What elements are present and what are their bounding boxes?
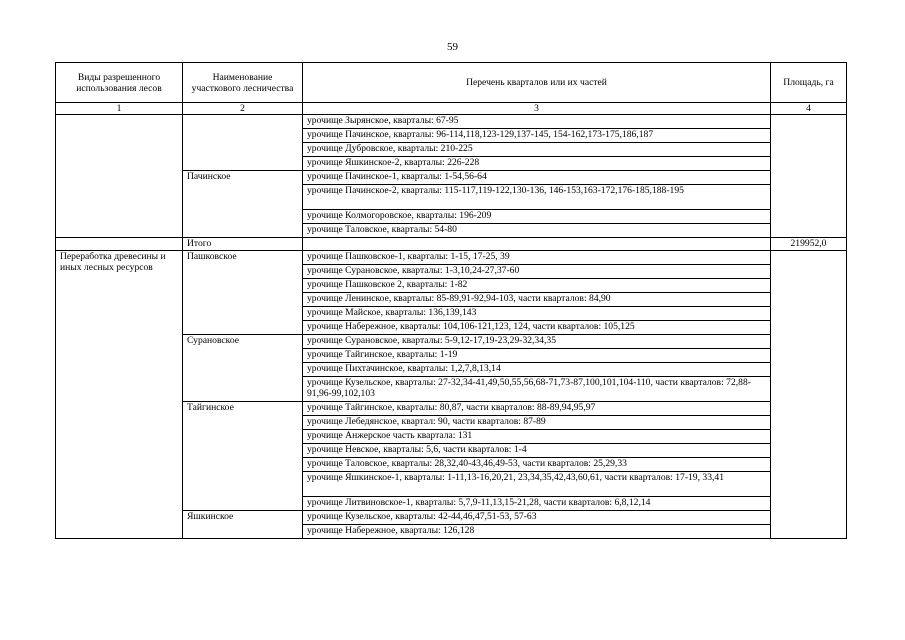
quarter-entry: урочище Пашковское 2, кварталы: 1-82 — [303, 279, 771, 293]
quarter-entry: урочище Набережное, кварталы: 104,106-121,123, 124, части кварталов: 105,125 — [303, 321, 771, 335]
quarter-entry: урочище Майское, кварталы: 136,139,143 — [303, 307, 771, 321]
header-use-type: Виды разрешенного использования лесов — [56, 63, 183, 103]
header-district: Наименование участкового лесничества — [183, 63, 303, 103]
quarter-entry: урочище Невское, кварталы: 5,6, части кварталов: 1-4 — [303, 444, 771, 458]
total-use-type-empty — [56, 238, 183, 251]
quarter-entry: урочище Сурановское, кварталы: 5-9,12-17,19-23,29-32,34,35 — [303, 335, 771, 349]
header-row — [56, 63, 847, 103]
quarter-entry: урочище Таловское, кварталы: 28,32,40-43,46,49-53, части кварталов: 25,29,33 — [303, 458, 771, 472]
quarter-entry: урочище Пашковское-1, кварталы: 1-15, 17-25, 39 — [303, 251, 771, 265]
quarter-entry: урочище Таловское, кварталы: 54-80 — [303, 224, 771, 238]
quarter-entry: урочище Пачинское-1, кварталы: 1-54,56-64 — [303, 171, 771, 185]
area-cell-empty — [771, 251, 847, 539]
district-tayginskoe: Тайгинское — [183, 402, 303, 511]
total-label: Итого — [183, 238, 303, 251]
column-number: 4 — [771, 103, 847, 115]
quarter-entry: урочище Пихтачинское, кварталы: 1,2,7,8,13,14 — [303, 363, 771, 377]
quarter-entry: урочище Пачинское-2, кварталы: 115-117,119-122,130-136, 146-153,163-172,176-185,188-195 — [303, 185, 771, 210]
use-type-cell-empty — [56, 115, 183, 238]
quarter-entry: урочище Дубровское, кварталы: 210-225 — [303, 143, 771, 157]
table-row — [56, 115, 847, 129]
quarter-entry: урочище Ленинское, кварталы: 85-89,91-92,94-103, части кварталов: 84,90 — [303, 293, 771, 307]
quarter-entry: урочище Колмогоровское, кварталы: 196-209 — [303, 210, 771, 224]
forest-use-table — [55, 62, 847, 539]
quarter-entry: урочище Сурановское, кварталы: 1-3,10,24-27,37-60 — [303, 265, 771, 279]
total-quarters-empty — [303, 238, 771, 251]
header-quarters: Перечень кварталов или их частей — [303, 63, 771, 103]
column-number: 3 — [303, 103, 771, 115]
district-pachinskoe: Пачинское — [183, 171, 303, 238]
header-area: Площадь, га — [771, 63, 847, 103]
quarter-entry: урочище Яшкинское-1, кварталы: 1-11,13-16,20,21, 23,34,35,42,43,60,61, части кварталов: 17-19, 33,41 — [303, 472, 771, 497]
district-yashkinskoe: Яшкинское — [183, 511, 303, 539]
quarter-entry: урочище Тайгинское, кварталы: 80,87, части кварталов: 88-89,94,95,97 — [303, 402, 771, 416]
quarter-entry: урочище Лебедянское, квартал: 90, части кварталов: 87-89 — [303, 416, 771, 430]
quarter-entry: урочище Яшкинское-2, кварталы: 226-228 — [303, 157, 771, 171]
page-number: 59 — [447, 41, 458, 53]
total-area: 219952,0 — [771, 238, 847, 251]
quarter-entry: урочище Тайгинское, кварталы: 1-19 — [303, 349, 771, 363]
quarter-entry: урочище Литвиновское-1, кварталы: 5,7,9-11,13,15-21,28, части кварталов: 6,8,12,14 — [303, 497, 771, 511]
district-suranovskoe: Сурановское — [183, 335, 303, 402]
use-type-processing: Переработка древесины и иных лесных ресурсов — [56, 251, 183, 539]
quarter-entry: урочище Зырянское, кварталы: 67-95 — [303, 115, 771, 129]
area-cell-empty — [771, 115, 847, 238]
quarter-entry: урочище Набережное, кварталы: 126,128 — [303, 525, 771, 539]
column-number: 2 — [183, 103, 303, 115]
total-row — [56, 238, 847, 251]
quarter-entry: урочище Пачинское, кварталы: 96-114,118,123-129,137-145, 154-162,173-175,186,187 — [303, 129, 771, 143]
quarter-entry: урочище Анжерское часть квартала: 131 — [303, 430, 771, 444]
column-number: 1 — [56, 103, 183, 115]
district-cell-empty — [183, 115, 303, 171]
quarter-entry: урочище Кузельское, кварталы: 27-32,34-41,49,50,55,56,68-71,73-87,100,101,104-110, части кварталов: 72,88-91,96-99,102,103 — [303, 377, 771, 402]
table-row — [56, 251, 847, 265]
quarter-entry: урочище Кузельское, кварталы: 42-44,46,47,51-53, 57-63 — [303, 511, 771, 525]
district-pashkovskoe: Пашковское — [183, 251, 303, 335]
column-number-row — [56, 103, 847, 115]
